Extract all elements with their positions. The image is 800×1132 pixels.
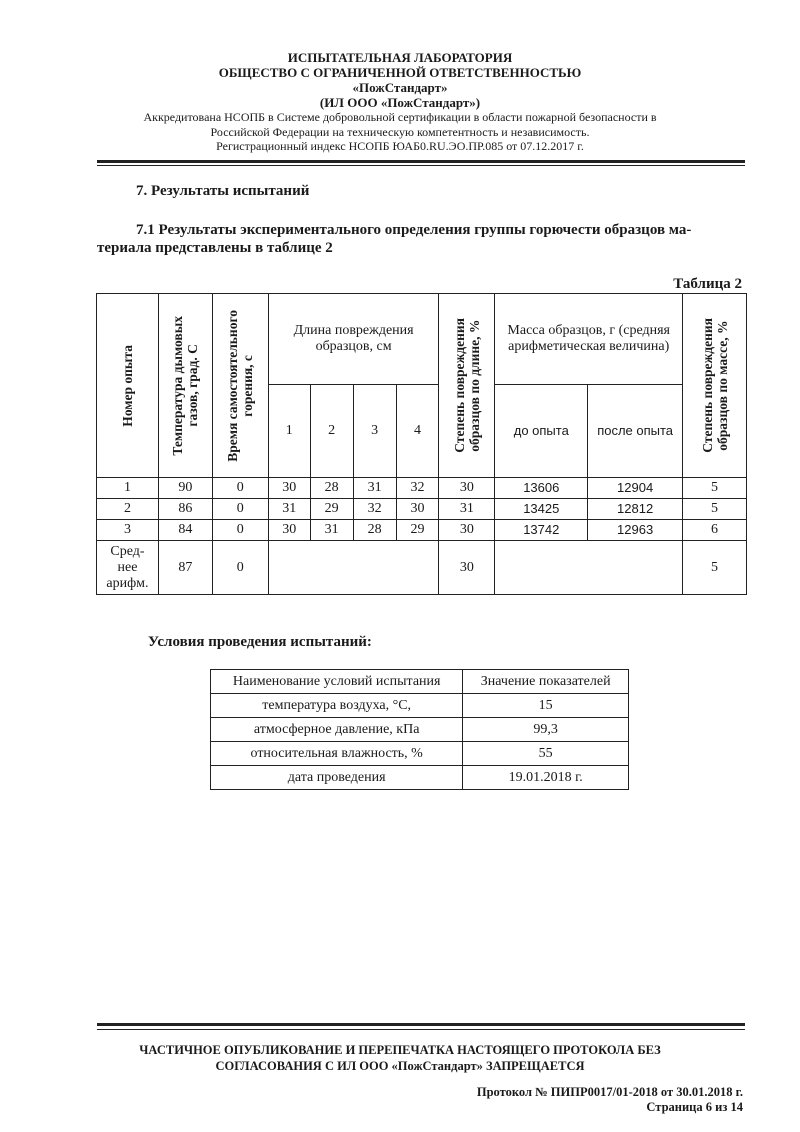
header-time-line-1: Время самостоятельного <box>225 309 241 462</box>
avg-label-line-2: нее <box>117 559 138 575</box>
header-length-col-2: 2 <box>310 385 353 478</box>
condition-value: 55 <box>463 742 629 766</box>
header-deg-mass-line-1: Степень повреждения <box>699 318 715 453</box>
cell-mass-before: 13425 <box>495 499 588 520</box>
cell-time: 0 <box>212 520 268 541</box>
cell-avg-length-empty <box>268 541 439 595</box>
cell-avg-deg-mass: 5 <box>683 541 747 595</box>
footer-line-2: СОГЛАСОВАНИЯ С ИЛ ООО «ПожСтандарт» ЗАПРЕЩАЕТСЯ <box>215 1059 585 1073</box>
header-temp-line-2: газов, град. С <box>185 344 201 427</box>
cell-l1: 31 <box>268 499 310 520</box>
header-cell-deg-len <box>439 294 495 478</box>
cell-l1: 30 <box>268 520 310 541</box>
avg-label-line-3: арифм. <box>106 575 149 591</box>
header-line-1: ИСПЫТАТЕЛЬНАЯ ЛАБОРАТОРИЯ <box>287 50 513 65</box>
cell-avg-deg-len: 30 <box>439 541 495 595</box>
protocol-number: Протокол № ПИПР0017/01-2018 от 30.01.2018 г. <box>476 1085 743 1099</box>
condition-value: 15 <box>463 694 629 718</box>
header-line-5: Аккредитована НСОПБ в Системе добровольной сертификации в области пожарной безопасности в <box>143 110 657 124</box>
header-deg-len-line-2: образцов по длине, % <box>466 319 482 452</box>
cell-deg-len: 30 <box>439 478 495 499</box>
table-row <box>211 718 629 742</box>
header-rule-thin <box>97 165 745 166</box>
cell-l3: 32 <box>353 499 396 520</box>
cell-mass-before: 13742 <box>495 520 588 541</box>
cell-temp: 84 <box>158 520 212 541</box>
header-temp-line-1: Температура дымовых <box>170 315 186 456</box>
table-row <box>211 694 629 718</box>
header-line-4: (ИЛ ООО «ПожСтандарт») <box>319 95 481 110</box>
cell-deg-len: 31 <box>439 499 495 520</box>
conditions-col-1: Наименование условий испытания <box>211 670 463 694</box>
conditions-table <box>210 669 629 790</box>
condition-value: 99,3 <box>463 718 629 742</box>
header-deg-mass-line-2: образцов по массе, % <box>714 320 730 451</box>
cell-l2: 29 <box>310 499 353 520</box>
cell-l4: 30 <box>396 499 439 520</box>
header-length: Длина повреждения образцов, см <box>268 294 439 385</box>
condition-name: атмосферное давление, кПа <box>211 718 463 742</box>
cell-mass-before: 13606 <box>495 478 588 499</box>
cell-l4: 32 <box>396 478 439 499</box>
footer-notice <box>0 1042 800 1074</box>
average-row <box>97 541 747 595</box>
header-line-6: Российской Федерации на техническую компетентность и независимость. <box>210 124 590 139</box>
header-line-2: ОБЩЕСТВО С ОГРАНИЧЕННОЙ ОТВЕТСТВЕННОСТЬЮ <box>218 65 582 80</box>
header-line-7: Регистрационный индекс НСОПБ ЮАБ0.RU.ЭО.ПР.085 от 07.12.2017 г. <box>216 139 584 153</box>
cell-l4: 29 <box>396 520 439 541</box>
header-cell-time <box>212 294 268 478</box>
avg-label-line-1: Сред- <box>110 543 145 559</box>
cell-mass-after: 12963 <box>588 520 683 541</box>
footer-rule-thick <box>97 1023 745 1026</box>
table-row <box>97 499 747 520</box>
subsection-line-2: териала представлены в таблице 2 <box>97 240 333 256</box>
cell-deg-len: 30 <box>439 520 495 541</box>
table-2-label: Таблица 2 <box>673 276 742 292</box>
header-num: Номер опыта <box>119 344 135 427</box>
header-cell-num <box>97 294 159 478</box>
header-mass-after: после опыта <box>588 385 683 478</box>
header-length-col-3: 3 <box>353 385 396 478</box>
condition-name: относительная влажность, % <box>211 742 463 766</box>
protocol-info <box>477 1085 743 1115</box>
cell-temp: 90 <box>158 478 212 499</box>
cell-avg-mass-empty <box>495 541 683 595</box>
conditions-col-2: Значение показателей <box>463 670 629 694</box>
table-row <box>211 742 629 766</box>
cell-l3: 28 <box>353 520 396 541</box>
table-row <box>211 766 629 790</box>
footer-line-1: ЧАСТИЧНОЕ ОПУБЛИКОВАНИЕ И ПЕРЕПЕЧАТКА НАСТОЯЩЕГО ПРОТОКОЛА БЕЗ <box>139 1043 661 1057</box>
header-mass-before: до опыта <box>495 385 588 478</box>
table-row <box>97 520 747 541</box>
header-cell-deg-mass <box>683 294 747 478</box>
condition-name: температура воздуха, °С, <box>211 694 463 718</box>
cell-l2: 28 <box>310 478 353 499</box>
cell-time: 0 <box>212 478 268 499</box>
cell-num: 1 <box>97 478 159 499</box>
conditions-heading: Условия проведения испытаний: <box>148 634 372 650</box>
header-cell-temp <box>158 294 212 478</box>
header-length-col-4: 4 <box>396 385 439 478</box>
cell-time: 0 <box>212 499 268 520</box>
condition-name: дата проведения <box>211 766 463 790</box>
results-table <box>96 293 747 595</box>
page-number: Страница 6 из 14 <box>646 1100 743 1114</box>
cell-avg-temp: 87 <box>158 541 212 595</box>
cell-num: 2 <box>97 499 159 520</box>
footer-rule-thin <box>97 1029 745 1030</box>
cell-l2: 31 <box>310 520 353 541</box>
header-time-line-2: горения, с <box>240 354 256 417</box>
lab-header <box>0 50 800 154</box>
cell-mass-after: 12812 <box>588 499 683 520</box>
cell-deg-mass: 6 <box>683 520 747 541</box>
cell-num: 3 <box>97 520 159 541</box>
subsection-line-1: 7.1 Результаты экспериментального определения группы горючести образцов ма- <box>136 222 692 238</box>
header-deg-len-line-1: Степень повреждения <box>451 318 467 453</box>
cell-mass-after: 12904 <box>588 478 683 499</box>
cell-avg-label <box>97 541 159 595</box>
header-mass: Масса образцов, г (средняя арифметическая величина) <box>495 294 683 385</box>
cell-avg-time: 0 <box>212 541 268 595</box>
cell-l1: 30 <box>268 478 310 499</box>
section-heading: 7. Результаты испытаний <box>136 183 310 199</box>
header-rule-thick <box>97 160 745 163</box>
table-row <box>97 478 747 499</box>
header-length-col-1: 1 <box>268 385 310 478</box>
header-line-3: «ПожСтандарт» <box>352 80 448 95</box>
cell-deg-mass: 5 <box>683 499 747 520</box>
condition-value: 19.01.2018 г. <box>463 766 629 790</box>
cell-temp: 86 <box>158 499 212 520</box>
cell-l3: 31 <box>353 478 396 499</box>
cell-deg-mass: 5 <box>683 478 747 499</box>
